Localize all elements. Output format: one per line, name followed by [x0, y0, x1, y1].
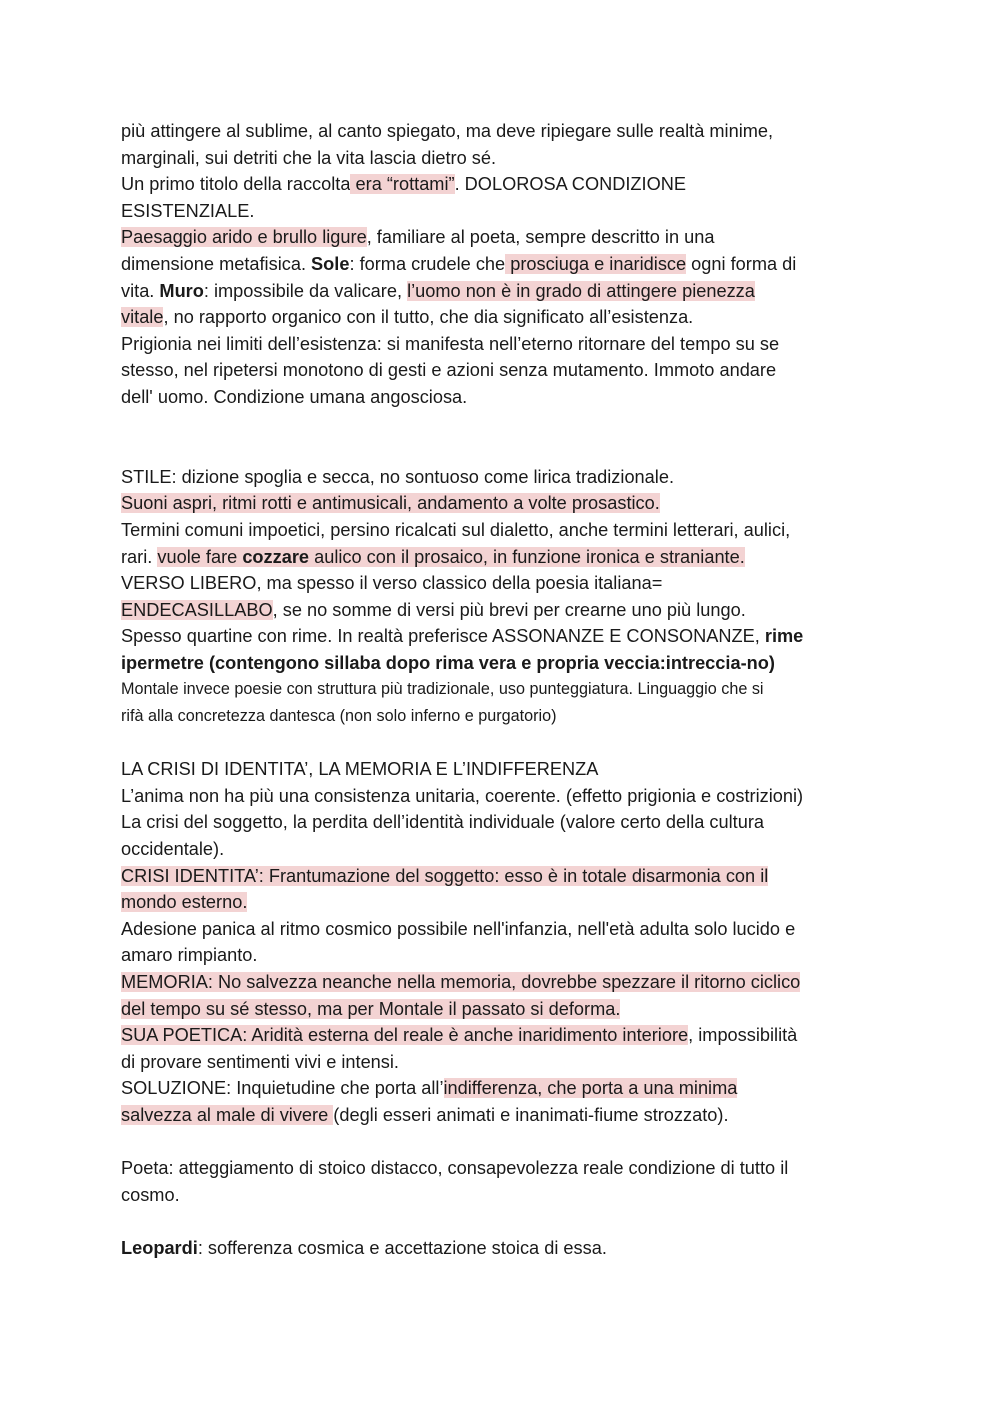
text-line: marginali, sui detriti che la vita lascia dietro sé. — [121, 147, 497, 168]
text-line: VERSO LIBERO, ma spesso il verso classico della poesia italiana= — [121, 573, 663, 594]
paragraph-stile — [121, 464, 891, 730]
text-run: , familiare al poeta, sempre descritto in una — [366, 227, 715, 248]
text-run: (degli esseri animati e inanimati-fiume strozzato). — [333, 1104, 729, 1125]
text-run: : sofferenza cosmica e accettazione stoica di essa. — [197, 1237, 607, 1258]
bold-term: rime — [764, 626, 804, 647]
paragraph-crisi-identita — [121, 756, 891, 1128]
paragraph-leopardi — [121, 1235, 891, 1262]
highlighted-text: ENDECASILLABO — [121, 599, 273, 620]
text-line — [121, 278, 891, 305]
highlighted-text: era “rottami” — [350, 174, 455, 195]
text-run: vita. — [121, 280, 160, 301]
highlighted-text: vitale — [121, 307, 164, 328]
paragraph-montale-poetics — [121, 118, 891, 411]
highlighted-text: CRISI IDENTITA’: Frantumazione del soggetto: esso è in totale disarmonia con il — [121, 865, 769, 886]
text-run: ogni forma di — [686, 253, 797, 274]
text-line — [121, 171, 891, 198]
document-page — [121, 118, 891, 1262]
text-run: . DOLOROSA CONDIZIONE — [454, 174, 686, 195]
highlighted-text: MEMORIA: No salvezza neanche nella memoria, dovrebbe spezzare il ritorno ciclico — [121, 972, 801, 992]
bold-term: Leopardi — [121, 1237, 198, 1258]
text-line: Poeta: atteggiamento di stoico distacco, consapevolezza reale condizione di tutto il — [121, 1158, 789, 1179]
text-line: amaro rimpianto. — [121, 945, 258, 966]
text-line — [121, 650, 891, 677]
text-line: La crisi del soggetto, la perdita dell’identità individuale (valore certo della cultura — [121, 812, 764, 833]
bold-term: ipermetre (contengono sillaba dopo rima vera e propria veccia:intreccia-no) — [121, 652, 775, 673]
bold-term: cozzare — [242, 546, 310, 567]
text-line: ESISTENZIALE. — [121, 200, 255, 221]
highlighted-text: mondo esterno. — [121, 892, 248, 913]
text-line: Adesione panica al ritmo cosmico possibile nell'infanzia, nell'età adulta solo lucido e — [121, 918, 796, 939]
highlighted-text: del tempo su sé stesso, ma per Montale il passato si deforma. — [121, 998, 621, 1019]
highlighted-text: SUA POETICA: Aridità esterna del reale è anche inaridimento interiore — [121, 1025, 689, 1046]
text-line: più attingere al sublime, al canto spiegato, ma deve ripiegare sulle realtà minime, — [121, 121, 774, 141]
text-line: stesso, nel ripetersi monotono di gesti e azioni senza mutamento. Immoto andare — [121, 360, 777, 381]
text-line — [121, 996, 891, 1023]
text-line: Prigionia nei limiti dell’esistenza: si manifesta nell’eterno ritornare del tempo su se — [121, 333, 780, 354]
section-heading: LA CRISI DI IDENTITA’, LA MEMORIA E L’INDIFFERENZA — [121, 759, 599, 780]
text-line — [121, 889, 891, 916]
text-line — [121, 597, 891, 624]
text-line: di provare sentimenti vivi e intensi. — [121, 1051, 399, 1072]
text-line — [121, 544, 891, 571]
text-line — [121, 1022, 891, 1049]
text-run: vuole fare — [157, 546, 243, 567]
text-line: Termini comuni impoetici, persino ricalcati sul dialetto, anche termini letterari, aulici, — [121, 519, 791, 540]
text-line — [121, 304, 891, 331]
text-line — [121, 1102, 891, 1129]
text-line: cosmo. — [121, 1184, 180, 1205]
text-run: , se no somme di versi più brevi per crearne uno più lungo. — [272, 599, 746, 620]
highlighted-text — [157, 547, 744, 567]
text-run: : impossibile da valicare, — [203, 280, 408, 301]
text-line — [121, 224, 891, 251]
text-line — [121, 251, 891, 278]
text-line: L’anima non ha più una consistenza unitaria, coerente. (effetto prigionia e costrizioni) — [121, 785, 804, 806]
spacer — [121, 730, 891, 757]
text-line — [121, 863, 891, 890]
highlighted-text: salvezza al male di vivere — [121, 1104, 334, 1125]
text-line — [121, 490, 891, 517]
spacer — [121, 1208, 891, 1235]
highlighted-text: Paesaggio arido e brullo ligure — [121, 227, 367, 248]
text-run: dimensione metafisica. — [121, 253, 312, 274]
text-line: dell' uomo. Condizione umana angosciosa. — [121, 386, 468, 407]
text-line: rifà alla concretezza dantesca (non solo inferno e purgatorio) — [121, 707, 557, 726]
highlighted-text: prosciuga e inaridisce — [505, 253, 687, 274]
text-line: STILE: dizione spoglia e secca, no sontuoso come lirica tradizionale. — [121, 466, 674, 487]
text-line — [121, 1075, 891, 1102]
spacer — [121, 1129, 891, 1156]
highlighted-text: Suoni aspri, ritmi rotti e antimusicali, andamento a volte prosastico. — [121, 493, 660, 514]
text-run: aulico con il prosaico, in funzione ironica e straniante. — [309, 546, 745, 567]
text-run: Spesso quartine con rime. In realtà preferisce ASSONANZE E CONSONANZE, — [121, 626, 765, 647]
text-run: : forma crudele che — [349, 253, 506, 274]
text-line — [121, 1235, 891, 1262]
bold-term: Muro — [159, 280, 204, 301]
highlighted-text: l’uomo non è in grado di attingere pienezza — [407, 280, 755, 301]
text-run: Un primo titolo della raccolta — [121, 174, 351, 195]
text-line: Montale invece poesie con struttura più tradizionale, uso punteggiatura. Linguaggio che si — [121, 680, 764, 699]
text-run: , no rapporto organico con il tutto, che dia significato all’esistenza. — [163, 307, 694, 328]
highlighted-text: indifferenza, che porta a una minima — [443, 1078, 738, 1099]
paragraph-poeta — [121, 1155, 891, 1208]
text-run: , impossibilità — [688, 1025, 798, 1046]
text-line: occidentale). — [121, 839, 225, 860]
text-line — [121, 969, 891, 996]
text-run: SOLUZIONE: Inquietudine che porta all’ — [121, 1078, 444, 1099]
text-line — [121, 623, 891, 650]
bold-term: Sole — [311, 253, 350, 274]
spacer — [121, 411, 891, 464]
text-run: rari. — [121, 546, 158, 567]
